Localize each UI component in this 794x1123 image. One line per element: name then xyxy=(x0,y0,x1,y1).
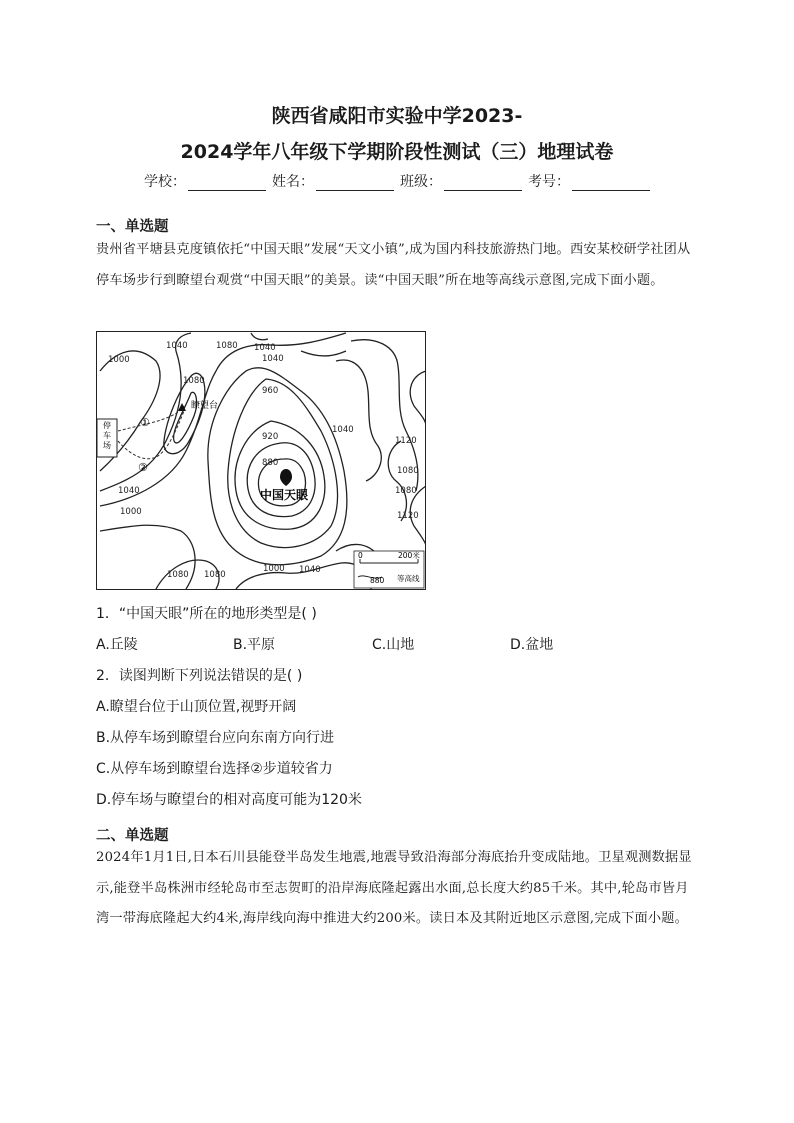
tianyan-label: 中国天眼 xyxy=(259,488,309,502)
legend-text: 等高线 xyxy=(397,574,420,583)
q1-option-b[interactable]: B.平原 xyxy=(233,637,276,653)
q2-option-a[interactable]: A.瞭望台位于山顶位置,视野开阔 xyxy=(96,699,297,715)
class-label: 班级： xyxy=(400,174,442,190)
q1-option-d[interactable]: D.盆地 xyxy=(510,637,554,653)
route-1-label: ① xyxy=(140,416,150,429)
section1-heading: 一、单选题 xyxy=(96,219,169,235)
question-1-stem: 1．“中国天眼”所在的地形类型是( ) xyxy=(96,606,317,622)
contour-label: 1040 xyxy=(254,343,276,353)
q2-option-d[interactable]: D.停车场与瞭望台的相对高度可能为120米 xyxy=(96,792,362,808)
name-label: 姓名： xyxy=(272,174,314,190)
contour-label: 1000 xyxy=(120,507,142,517)
scale-zero: 0 xyxy=(358,551,363,560)
parking-label-1: 停 xyxy=(103,421,111,430)
name-field xyxy=(272,171,394,191)
exam-number-field xyxy=(528,171,650,191)
exam-number-label: 考号： xyxy=(528,174,570,190)
q1-option-a[interactable]: A.丘陵 xyxy=(96,637,138,653)
contour-label: 1080 xyxy=(183,376,205,386)
contour-map xyxy=(96,331,426,590)
section1-passage: 贵州省平塘县克度镇依托“中国天眼”发展“天文小镇”,成为国内科技旅游热门地。西安某校研学社团从停车场步行到瞭望台观赏“中国天眼”的美景。读“中国天眼”所在地等高线示意图,完成下面小题。 xyxy=(96,242,691,288)
contour-label: 1040 xyxy=(166,341,188,351)
contour-label: 1040 xyxy=(332,425,354,435)
lookout-label: 瞭望台 xyxy=(191,401,219,411)
name-blank[interactable] xyxy=(316,175,394,191)
contour-label: 1000 xyxy=(108,355,130,365)
q2-option-c[interactable]: C.从停车场到瞭望台选择②步道较省力 xyxy=(96,761,333,777)
class-blank[interactable] xyxy=(444,175,522,191)
contour-label: 1120 xyxy=(397,511,419,521)
contour-label: 960 xyxy=(262,386,279,396)
class-field xyxy=(400,171,522,191)
section2-passage: 2024年1月1日,日本石川县能登半岛发生地震,地震导致沿海部分海底抬升变成陆地。卫星观测数据显示,能登半岛株洲市经轮岛市至志贺町的沿岸海底隆起露出水面,总长度大约85千米。其中,轮岛市皆月湾一带海底隆起大约4米,海岸线向海中推进大约200米。读日本及其附近地区示意图,完成下面小题。 xyxy=(96,850,692,926)
q2-option-b[interactable]: B.从停车场到瞭望台应向东南方向行进 xyxy=(96,730,335,746)
contour-label: 1080 xyxy=(395,486,417,496)
route-2-label: ② xyxy=(138,461,148,474)
document-title-line1: 陕西省咸阳市实验中学2023- xyxy=(271,105,523,127)
exam-number-blank[interactable] xyxy=(572,175,650,191)
contour-label: 1120 xyxy=(395,436,417,446)
school-blank[interactable] xyxy=(188,175,266,191)
contour-label: 920 xyxy=(262,432,279,442)
parking-label-2: 车 xyxy=(103,431,111,440)
school-field xyxy=(144,171,266,191)
contour-label: 1040 xyxy=(299,565,321,575)
parking-label-3: 场 xyxy=(103,441,111,450)
contour-label: 1080 xyxy=(167,570,189,580)
map-legend xyxy=(354,550,424,588)
document-title-line2: 2024学年八年级下学期阶段性测试（三）地理试卷 xyxy=(180,141,614,163)
q1-option-c[interactable]: C.山地 xyxy=(372,637,415,653)
contour-label: 1080 xyxy=(397,466,419,476)
contour-label: 1040 xyxy=(118,486,140,496)
question-2-stem: 2．读图判断下列说法错误的是( ) xyxy=(96,668,303,684)
scale-label: 200米 xyxy=(398,551,420,560)
contour-label: 1040 xyxy=(262,354,284,364)
student-info-row xyxy=(0,171,794,191)
contour-label: 1080 xyxy=(204,570,226,580)
legend-value: 880 xyxy=(370,576,385,585)
section2-heading: 二、单选题 xyxy=(96,828,169,844)
contour-label: 1000 xyxy=(263,564,285,574)
school-label: 学校： xyxy=(144,174,186,190)
contour-label: 880 xyxy=(262,458,279,468)
contour-label: 1080 xyxy=(216,341,238,351)
